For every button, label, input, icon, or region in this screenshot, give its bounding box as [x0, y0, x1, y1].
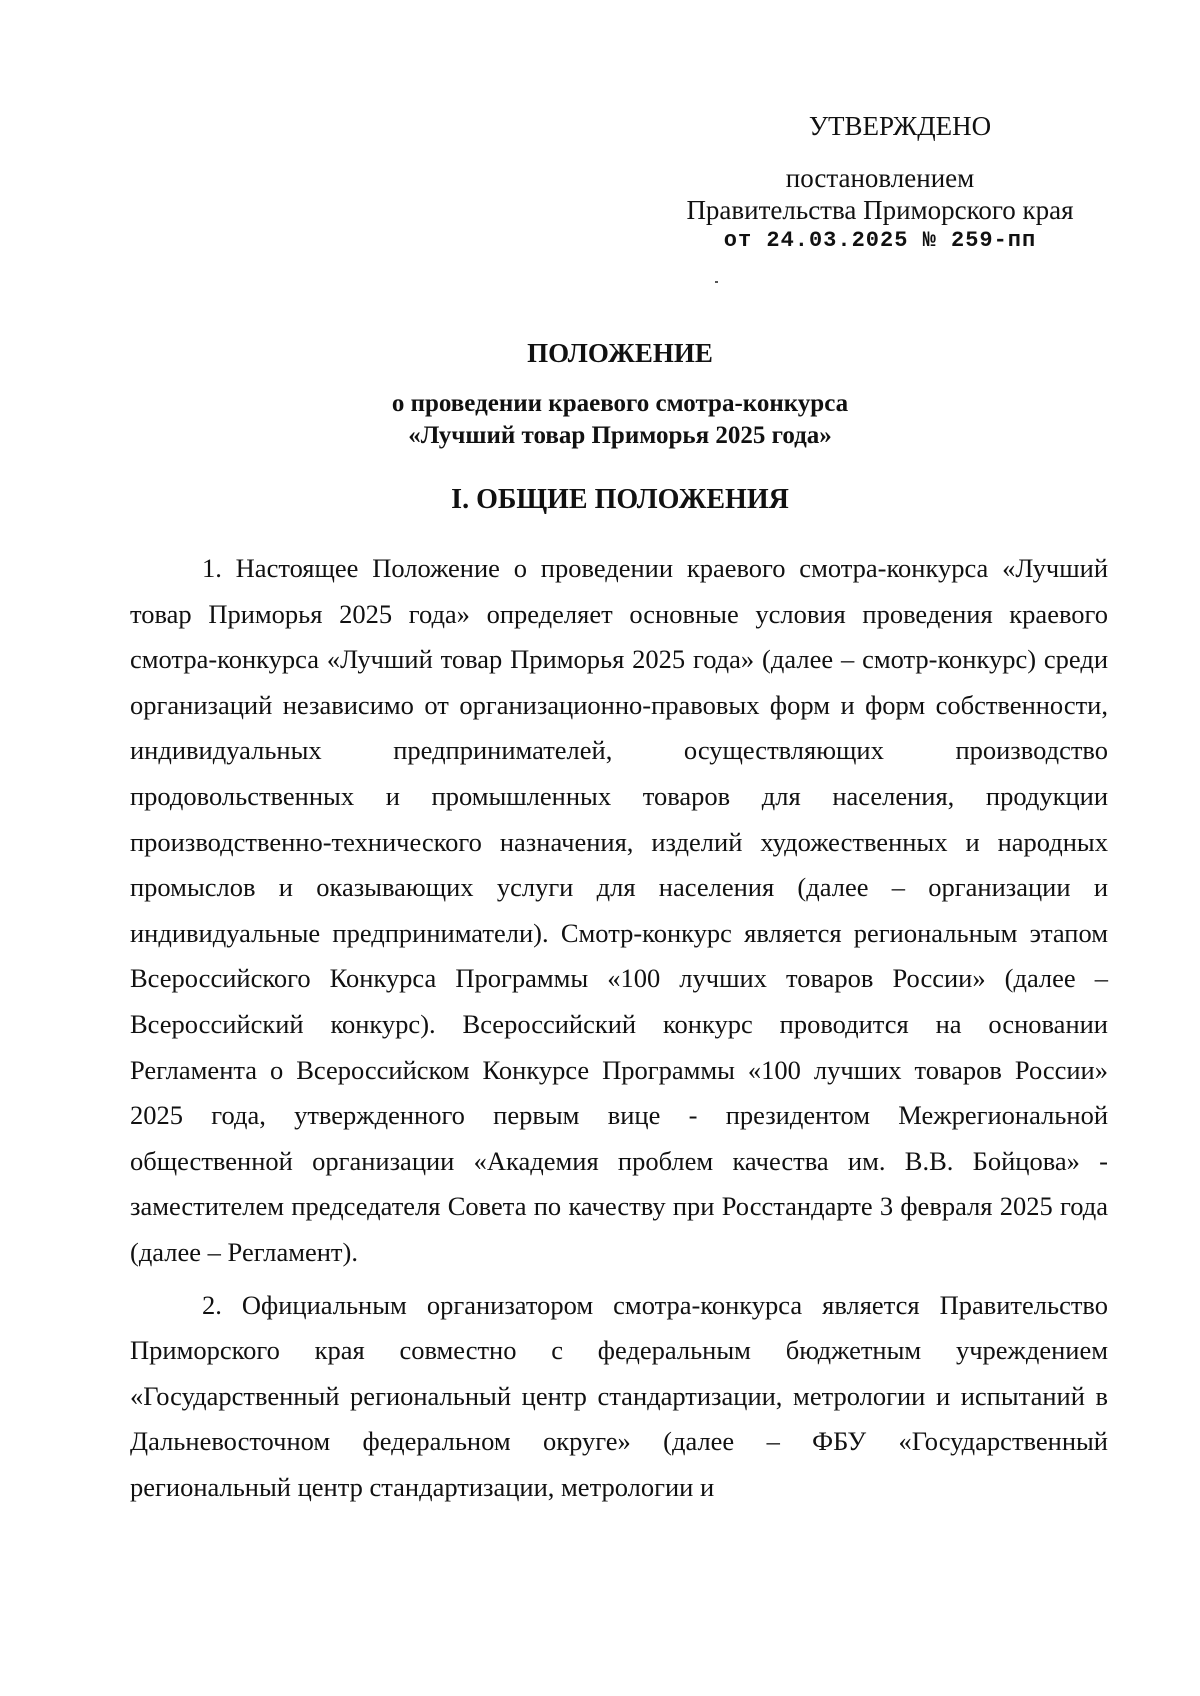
paragraph-2: 2. Официальным организатором смотра-конкурса является Правительство Приморского края совместно с федеральным бюджетным учреждением «Государственный региональный центр стандартизации, метрологии и испытаний в Дальневосточном федеральном округе» (далее – ФБУ «Государственный региональный центр стандартизации, метрологии и — [130, 1289, 1108, 1502]
section-heading: I. ОБЩИЕ ПОЛОЖЕНИЯ — [451, 484, 789, 515]
document-body — [130, 546, 1108, 1510]
approval-line-resolution: постановлением — [785, 163, 975, 193]
approval-stamp — [600, 110, 1160, 256]
document-subtitle-line2: «Лучший товар Приморья 2025 года» — [408, 422, 832, 449]
approval-line-government: Правительства Приморского края — [686, 195, 1074, 225]
document-title: ПОЛОЖЕНИЕ — [527, 338, 713, 368]
approved-heading: УТВЕРЖДЕНО — [808, 111, 992, 141]
approval-date-number: от 24.03.2025 № 259-пп — [723, 228, 1037, 253]
scan-speck — [715, 281, 718, 283]
document-subtitle-line1: о проведении краевого смотра-конкурса — [391, 390, 849, 417]
paragraph-1: 1. Настоящее Положение о проведении краевого смотра-конкурса «Лучший товар Приморья 2025 года» определяет основные условия проведения краевого смотра-конкурса «Лучший товар Приморья 2025 года» (далее – смотр-конкурс) среди организаций независимо от организационно-правовых форм и форм собственности, индивидуальных предпринимателей, осуществляющих производство продовольственных и промышленных товаров для населения, продукции производственно-технического назначения, изделий художественных и народных промыслов и оказывающих услуги для населения (далее – организации и индивидуальные предприниматели). Смотр-конкурс является региональным этапом Всероссийского Конкурса Программы «100 лучших товаров России» (далее – Всероссийский конкурс). Всероссийский конкурс проводится на основании Регламента о Всероссийском Конкурсе Программы «100 лучших товаров России» 2025 года, утвержденного первым вице - президентом Межрегиональной общественной организации «Академия проблем качества им. В.В. Бойцова» - заместителем председателя Совета по качеству при Росстандарте 3 февраля 2025 года (далее – Регламент). — [130, 553, 1108, 1267]
